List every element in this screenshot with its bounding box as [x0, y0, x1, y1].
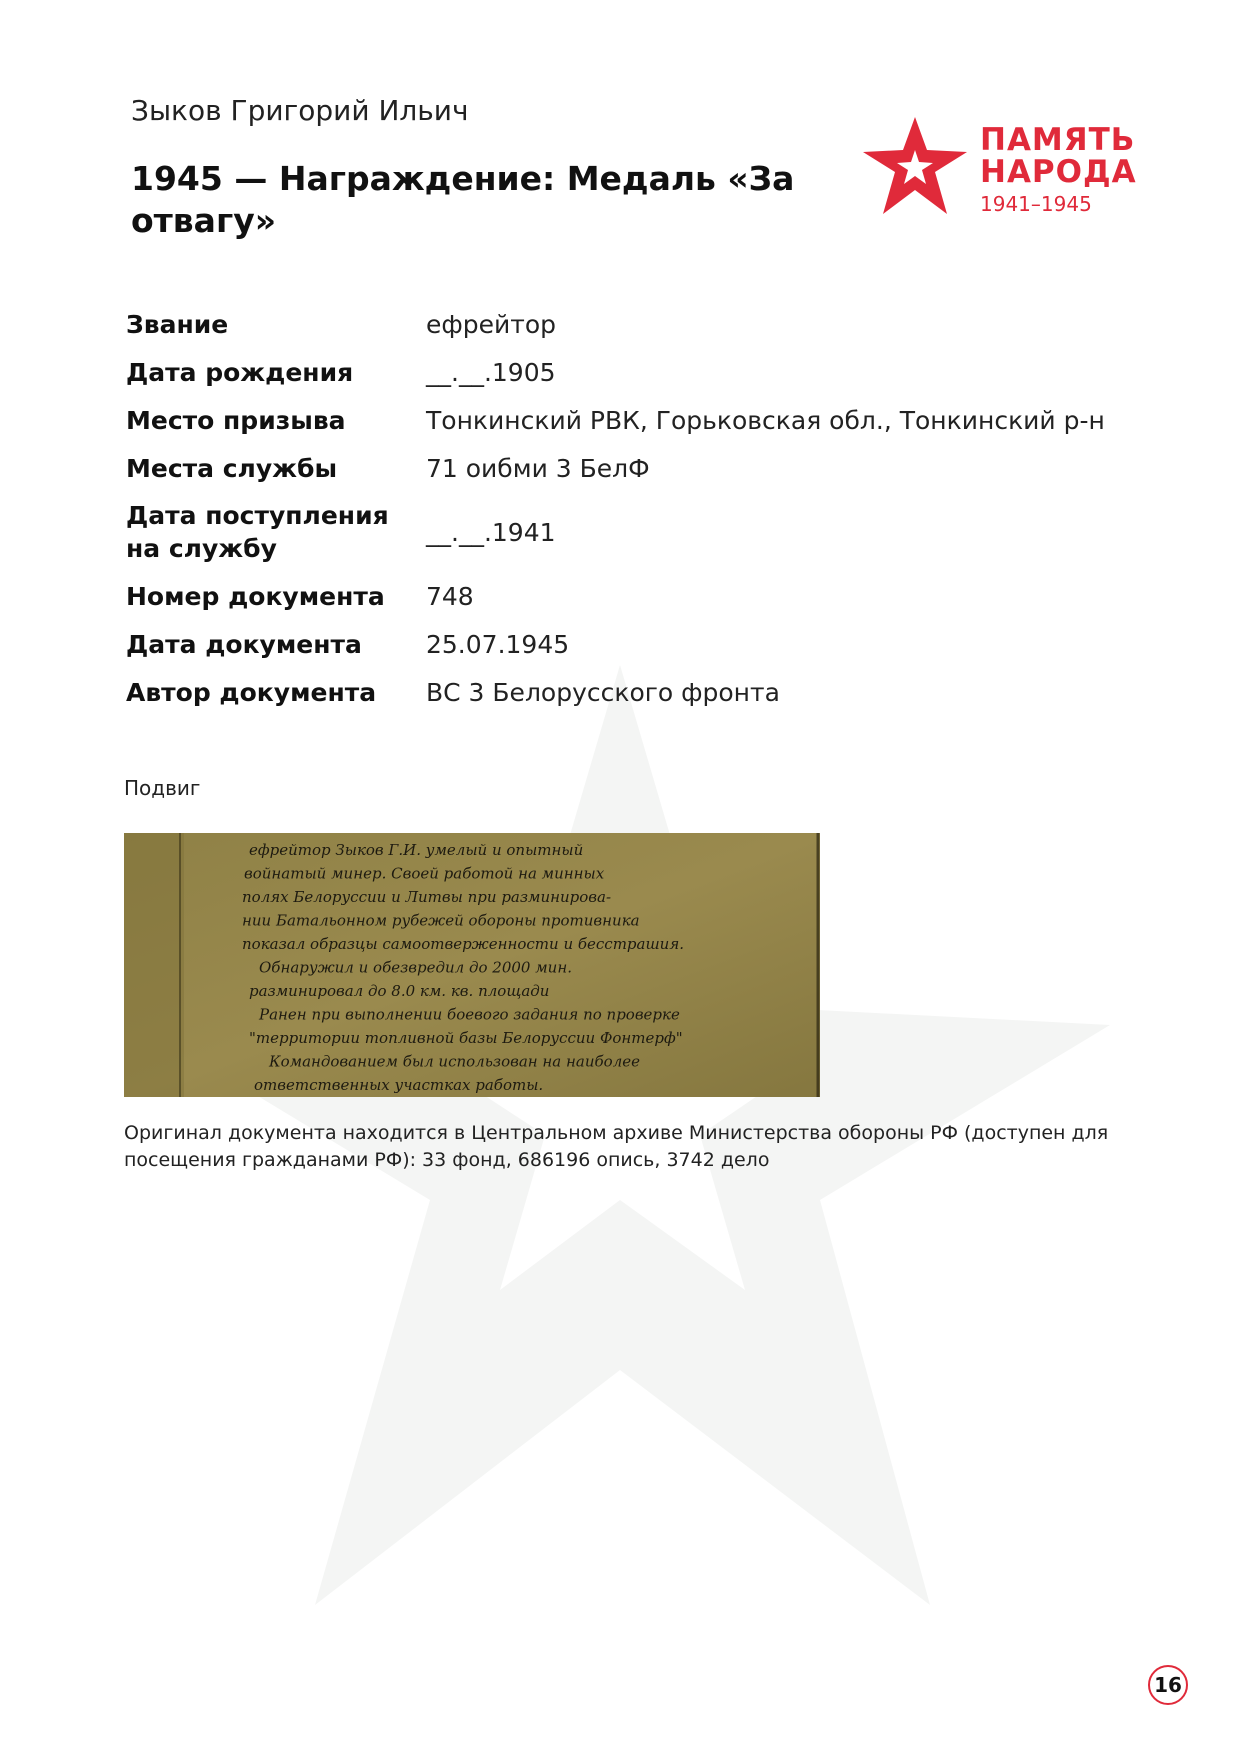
handwritten-line: Обнаружил и обезвредил до 2000 мин.	[259, 958, 572, 977]
info-value: 25.07.1945	[426, 629, 570, 659]
handwritten-line: Ранен при выполнении боевого задания по проверке	[259, 1005, 680, 1024]
info-row-rank	[126, 300, 1126, 348]
handwritten-line: "территории топливной базы Белоруссии Фонтерф"	[249, 1029, 683, 1047]
info-row-service-start	[126, 492, 1126, 572]
page-number: 16	[1148, 1665, 1188, 1705]
info-label: Дата поступления на службу	[126, 501, 389, 563]
archive-caption: Оригинал документа находится в Центральном архиве Министерства обороны РФ (доступен для посещения гражданами РФ): 33 фонд, 686196 опись, 3742 дело	[124, 1122, 1109, 1171]
logo-line-1: ПАМЯТЬ	[980, 122, 1136, 158]
archive-document-image	[124, 833, 820, 1097]
logo-years: 1941–1945	[980, 192, 1092, 216]
logo-line-2: НАРОДА	[980, 154, 1137, 190]
info-value: 71 оибми 3 БелФ	[426, 453, 650, 483]
info-value: __.__.1941	[426, 517, 556, 547]
handwritten-line: нии Батальонном рубежей обороны противника	[242, 911, 640, 930]
info-value: __.__.1905	[426, 357, 556, 387]
info-row-doc-date	[126, 620, 1126, 668]
info-row-doc-author	[126, 668, 1126, 716]
handwritten-line: полях Белоруссии и Литвы при разминирова-	[242, 888, 612, 906]
pamyat-naroda-logo	[855, 112, 1137, 222]
info-value: 748	[426, 581, 474, 611]
info-label: Места службы	[126, 453, 338, 483]
info-label: Дата рождения	[126, 357, 354, 387]
handwritten-line: ефрейтор Зыков Г.И. умелый и опытный	[249, 841, 584, 859]
info-label: Автор документа	[126, 677, 377, 707]
handwritten-line: Командованием был использован на наиболее	[269, 1052, 640, 1071]
handwritten-line: показал образцы самоотверженности и бесстрашия.	[242, 935, 685, 953]
info-row-birth-date	[126, 348, 1126, 396]
info-label: Номер документа	[126, 581, 385, 611]
info-row-service-places	[126, 444, 1126, 492]
info-row-draft-place	[126, 396, 1126, 444]
handwritten-line: разминировал до 8.0 км. кв. площади	[249, 982, 550, 1000]
red-star-icon	[855, 112, 975, 222]
info-value: ефрейтор	[426, 309, 556, 339]
info-value: ВС 3 Белорусского фронта	[426, 677, 780, 707]
award-title: 1945 — Награждение: Медаль «За отвагу»	[131, 159, 795, 240]
info-table	[126, 300, 1126, 716]
feat-label: Подвиг	[124, 776, 201, 800]
info-label: Место призыва	[126, 405, 346, 435]
handwritten-line: ответственных участках работы.	[254, 1076, 544, 1094]
handwritten-line: войнатый минер. Своей работой на минных	[244, 864, 605, 883]
person-name: Зыков Григорий Ильич	[131, 94, 469, 127]
info-value: Тонкинский РВК, Горьковская обл., Тонкинский р-н	[426, 405, 1105, 435]
info-label: Дата документа	[126, 629, 362, 659]
info-label: Звание	[126, 309, 229, 339]
info-row-doc-number	[126, 572, 1126, 620]
